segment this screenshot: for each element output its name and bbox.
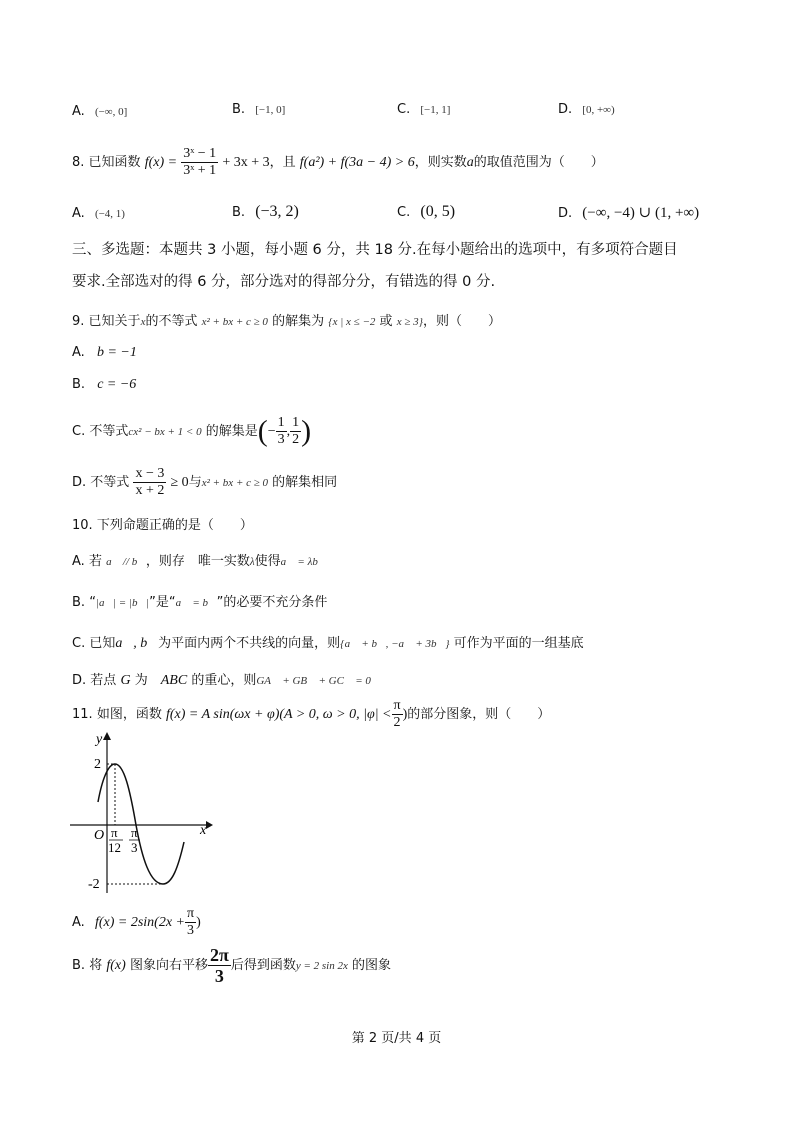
option-label: C. [397, 102, 411, 117]
question-text: ，且 [269, 155, 296, 170]
option-label: A. [72, 554, 85, 569]
fraction-numerator: π [186, 906, 195, 921]
option-text: 的解集是 [205, 424, 258, 439]
formula: y = 2 sin 2x [295, 960, 348, 972]
formula: ≥ 0 [170, 475, 189, 490]
question-number: 11. [72, 707, 93, 722]
page-footer: 第 2 页/共 4 页 [351, 1031, 442, 1046]
option-label: B. [72, 377, 86, 392]
variable: λ [249, 556, 255, 568]
formula: ) [402, 707, 408, 722]
formula: f(x) = 2sin(2x + [94, 915, 185, 930]
formula: f(x) [106, 958, 126, 973]
formula: x ≥ 3} [396, 316, 424, 328]
option-label: D. [558, 206, 573, 221]
option-value: b = −1 [96, 345, 137, 360]
option-text: 若点 [90, 673, 117, 688]
option-value: [0, +∞) [582, 104, 615, 116]
option-value: [−1, 1] [420, 104, 451, 116]
fraction [181, 147, 218, 178]
q8-option-d [558, 203, 699, 222]
option-text: ，则存 唯一实数 [145, 554, 250, 569]
y-max-label: 2 [94, 757, 101, 772]
q9-option-c: C. 不等式cx² − bx + 1 < 0 的解集是(− $\frac{1}{3}$ , $\frac{1}{2}$ ) [72, 414, 312, 448]
tick-pi3-numerator: π [131, 825, 138, 840]
q7-option-a [72, 104, 127, 119]
origin-label: O [94, 828, 105, 843]
formula: a⃗ // b⃗ [106, 556, 146, 568]
section-heading-line2: 要求.全部选对的得 6 分，部分选对的得部分分，有错选的得 0 分. [72, 274, 496, 290]
fraction-denominator: 2 [292, 432, 300, 447]
option-text: 已知 [89, 636, 116, 651]
option-label: A. [72, 206, 85, 221]
option-label: A. [72, 104, 85, 119]
formula: {x | x ≤ −2 [328, 316, 376, 328]
question-text: 或 [379, 314, 393, 329]
option-value: c = −6 [97, 377, 137, 392]
formula: {a⃗ + b⃗, −a⃗ + 3b⃗} [340, 638, 450, 650]
formula: x² + bx + c ≥ 0 [201, 316, 268, 328]
formula: a⃗ = λb⃗ [280, 556, 327, 568]
formula: + 3x + 3 [222, 155, 270, 170]
formula: ) [196, 915, 201, 930]
y-axis-label: y [96, 732, 103, 747]
option-label: B. [232, 205, 246, 220]
fraction [290, 416, 301, 447]
fraction-denominator: 3 [214, 966, 224, 986]
q7-option-b [232, 102, 285, 117]
option-text: “ [89, 595, 96, 610]
paren-left: ( [257, 414, 268, 448]
option-value: (−3, 2) [255, 203, 299, 220]
question-number: 8. [72, 155, 85, 170]
option-text: 与 [188, 475, 202, 490]
option-text: 为平面内两个不共线的向量，则 [158, 636, 341, 651]
option-text: 可作为平面的一组基底 [453, 636, 584, 651]
fraction [276, 416, 287, 447]
q8-option-b [232, 203, 299, 221]
q7-option-c [397, 102, 450, 117]
option-value: (−∞, −4) ∪ (1, +∞) [582, 205, 700, 221]
q7-option-d [558, 102, 615, 117]
q9-option-a [72, 345, 137, 361]
sine-curve [98, 764, 184, 884]
option-text: 将 [89, 958, 103, 973]
fraction [133, 467, 166, 498]
option-text: 的重心，则 [191, 673, 257, 688]
option-label: C. [397, 205, 411, 220]
q10-option-c [72, 632, 584, 652]
y-min-label: -2 [88, 877, 100, 892]
question-number: 10. [72, 518, 93, 533]
formula: x² + bx + c ≥ 0 [201, 477, 269, 489]
fraction-numerator: 3ˣ − 1 [183, 146, 217, 161]
section-heading-line1: 三、多选题：本题共 3 小题，每小题 6 分，共 18 分.在每小题给出的选项中，有多项符合题目 [72, 242, 678, 258]
fraction-numerator: π [393, 698, 401, 713]
formula: f(x) = [144, 155, 178, 170]
option-text: 使得 [254, 554, 281, 569]
q11-option-a [72, 905, 201, 941]
question-text: ，则实数 [414, 155, 467, 170]
option-value: (−4, 1) [94, 208, 125, 220]
question-text: 已知函数 [88, 155, 141, 170]
sine-graph [66, 728, 216, 898]
option-text: 不等式 [90, 475, 130, 490]
y-axis-arrow [103, 732, 111, 740]
option-label: D. [558, 102, 573, 117]
question-9 [72, 310, 501, 329]
formula: a⃗ = b⃗ [175, 597, 217, 609]
paren-right: ) [301, 414, 312, 448]
fraction-denominator: 2 [393, 715, 401, 730]
option-label: C. [72, 424, 86, 439]
q10-option-b [72, 591, 327, 610]
fraction-denominator: x + 2 [135, 483, 165, 498]
variable: G [120, 673, 131, 688]
option-label: D. [72, 673, 87, 688]
question-text: 如图，函数 [96, 707, 162, 722]
tick-pi12-denominator: 12 [108, 840, 121, 855]
formula: |a⃗| = |b⃗| [95, 597, 150, 609]
question-number: 9. [72, 314, 85, 329]
option-text: 的图象 [352, 958, 392, 973]
tick-pi12-numerator: π [111, 825, 118, 840]
formula: ABC [160, 673, 188, 688]
variable: a [466, 155, 474, 170]
question-text: 已知关于 [88, 314, 141, 329]
option-text: ”的必要不充分条件 [216, 595, 328, 610]
fraction-denominator: 3 [277, 432, 285, 447]
q9-option-d [72, 463, 337, 503]
option-label: B. [72, 958, 86, 973]
option-text: 为 [134, 673, 161, 688]
question-text: 的不等式 [145, 314, 198, 329]
question-text: 的解集为 [272, 314, 325, 329]
option-text: 不等式 [89, 424, 129, 439]
fraction-numerator: x − 3 [135, 466, 165, 481]
tick-pi3-denominator: 3 [131, 840, 138, 855]
option-value: (0, 5) [420, 203, 456, 220]
fraction [208, 946, 231, 985]
x-axis-arrow [206, 821, 213, 829]
option-label: B. [232, 102, 246, 117]
option-text: 的解集相同 [272, 475, 338, 490]
option-text: 若 [88, 554, 102, 569]
variable: x [140, 316, 146, 328]
option-text: 后得到函数 [230, 958, 296, 973]
q9-option-b [72, 377, 136, 393]
q8-option-c [397, 203, 455, 221]
question-text: ，则（ ） [423, 314, 502, 329]
option-text: 图象向右平移 [129, 958, 208, 973]
fraction-denominator: 3 [187, 923, 195, 938]
fraction [392, 699, 403, 730]
option-value: (−∞, 0] [94, 106, 128, 118]
fraction [185, 907, 196, 938]
option-text: ”是“ [149, 595, 176, 610]
question-text: 下列命题正确的是（ ） [96, 518, 253, 533]
question-text: 的部分图象，则（ ） [407, 707, 551, 722]
x-axis-label: x [200, 823, 207, 838]
fraction-numerator: 1 [292, 415, 300, 430]
formula: cx² − bx + 1 < 0 [128, 426, 202, 438]
q10-option-d [72, 669, 379, 689]
formula: GA⃗ + GB⃗ + GC⃗ = 0⃗ [256, 675, 380, 687]
formula: f(a²) + f(3a − 4) > 6 [299, 155, 415, 170]
fraction-denominator: 3ˣ + 1 [183, 163, 217, 178]
option-label: B. [72, 595, 86, 610]
option-label: C. [72, 636, 86, 651]
option-label: A. [72, 915, 85, 930]
formula: a⃗, b⃗ [115, 636, 159, 651]
q8-option-a [72, 206, 125, 221]
question-8 [72, 143, 604, 183]
q10-option-a [72, 550, 326, 569]
option-value: [−1, 0] [255, 104, 286, 116]
question-10 [72, 514, 253, 533]
question-text: 的取值范围为（ ） [473, 155, 604, 170]
q11-option-b [72, 944, 391, 988]
fraction-numerator: 2π [209, 945, 229, 965]
option-label: A. [72, 345, 85, 360]
fraction-numerator: 1 [277, 415, 285, 430]
formula: f(x) = A sin(ωx + φ)(A > 0, ω > 0, |φ| < [165, 707, 392, 722]
option-label: D. [72, 475, 87, 490]
